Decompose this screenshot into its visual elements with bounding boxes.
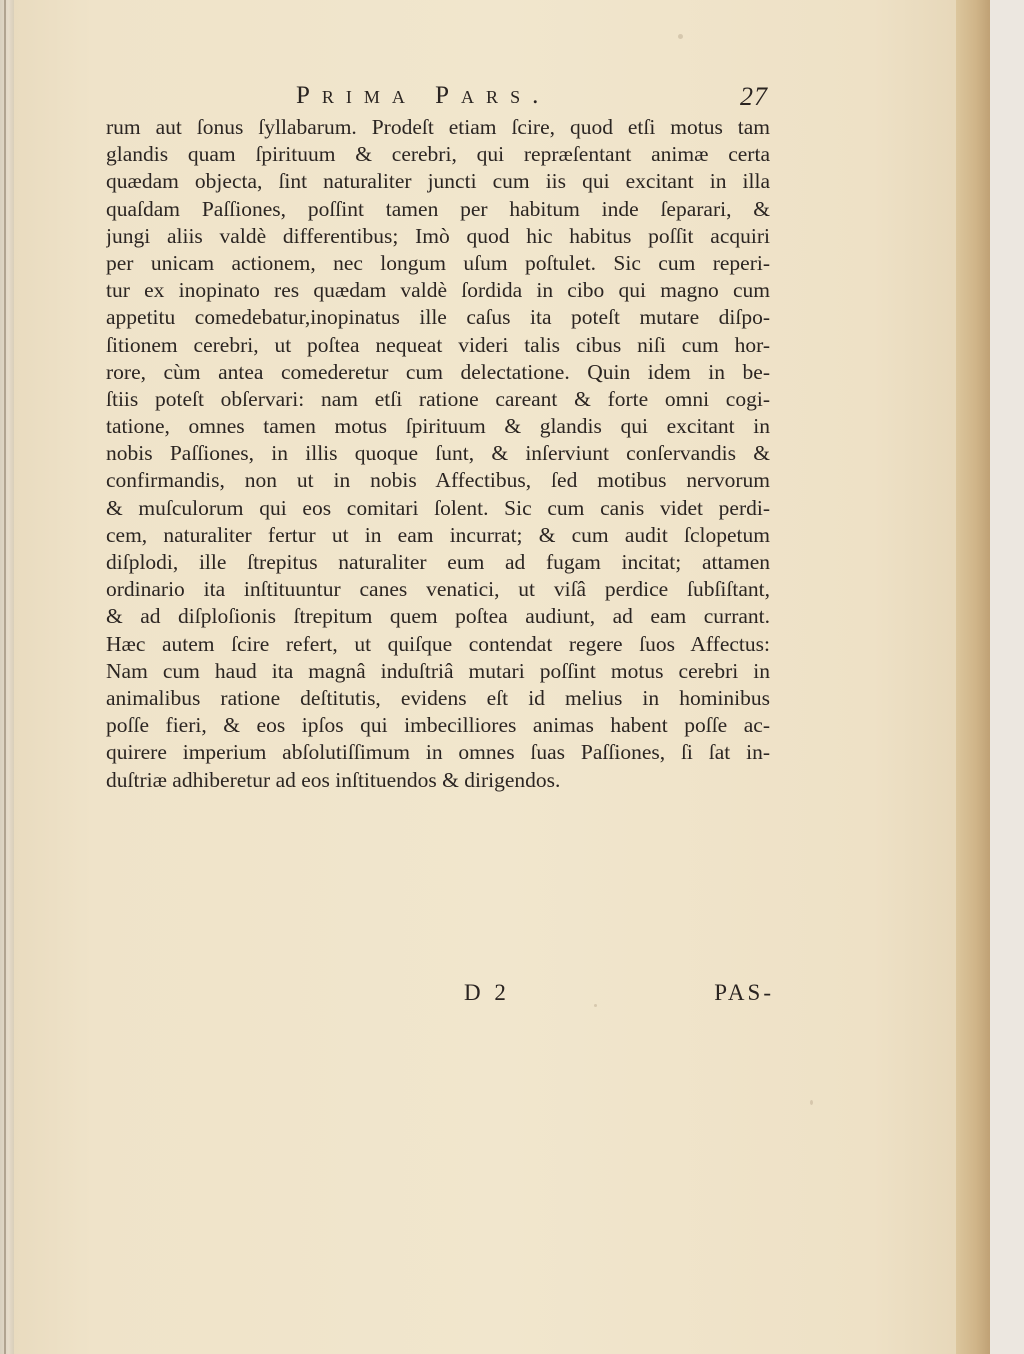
text-line: tur ex inopinato res quædam valdè ſordida in cibo qui magno cum: [106, 278, 770, 303]
page-header: [296, 82, 776, 116]
text-line: & muſculorum qui eos comitari ſolent. Sic cum canis videt perdi-: [106, 495, 770, 520]
text-line: & ad diſploſionis ſtrepitum quem poſtea audiunt, ad eam currant.: [106, 604, 770, 629]
text-line: quædam objecta, ſint naturaliter juncti cum iis qui excitant in illa: [106, 169, 770, 194]
text-line: animalibus ratione deſtitutis, evidens eſt id melius in hominibus: [106, 685, 770, 710]
catchword: PAS-: [714, 980, 774, 1005]
text-line: cem, naturaliter fertur ut in eam incurrat; & cum audit ſclopetum: [106, 522, 770, 547]
text-line: diſplodi, ille ſtrepitus naturaliter eum ad fugam incitat; attamen: [106, 550, 770, 574]
text-line: Nam cum haud ita magnâ induſtriâ mutari poſſint motus cerebri in: [106, 658, 770, 683]
text-line: poſſe fieri, & eos ipſos qui imbecilliores animas habent poſſe ac-: [106, 713, 770, 738]
binding-edge: [0, 0, 14, 1354]
book-page: [14, 0, 990, 1354]
text-line: quaſdam Paſſiones, poſſint tamen per habitum inde ſeparari, &: [106, 196, 770, 221]
text-line: per unicam actionem, nec longum uſum poſtulet. Sic cum reperi-: [106, 250, 770, 275]
body-text: [106, 114, 770, 794]
signature-mark: D 2: [464, 980, 510, 1005]
text-line: rum aut ſonus ſyllabarum. Prodeſt etiam ſcire, quod etſi motus tam: [106, 115, 770, 139]
text-line: rore, cùm antea comederetur cum delectatione. Quin idem in be-: [106, 359, 770, 384]
text-line: jungi aliis valdè differentibus; Imò quod hic habitus poſſit acquiri: [106, 223, 770, 248]
running-title: Prima Pars.: [296, 82, 551, 109]
text-line: quirere imperium abſolutiſſimum in omnes ſuas Paſſiones, ſi ſat in-: [106, 740, 770, 765]
fore-edge: [956, 0, 990, 1354]
paper-speck: [810, 1100, 813, 1105]
text-line: Hæc autem ſcire refert, ut quiſque contendat regere ſuos Affectus:: [106, 631, 770, 656]
paper-speck: [594, 1004, 597, 1007]
text-line: confirmandis, non ut in nobis Affectibus, ſed motibus nervorum: [106, 468, 770, 493]
page-footer: [464, 980, 774, 1014]
text-line: ordinario ita inſtituuntur canes venatici, ut viſâ perdice ſubſiſtant,: [106, 577, 770, 602]
paper-speck: [678, 34, 683, 39]
text-line: duſtriæ adhiberetur ad eos inſtituendos & dirigendos.: [106, 767, 561, 792]
text-line: ſtiis poteſt obſervari: nam etſi ratione careant & forte omni cogi-: [106, 386, 770, 411]
page-number: 27: [740, 82, 768, 111]
text-line: tatione, omnes tamen motus ſpirituum & glandis qui excitant in: [106, 414, 770, 439]
text-line: nobis Paſſiones, in illis quoque ſunt, & inſerviunt conſervandis &: [106, 441, 770, 466]
text-line: glandis quam ſpirituum & cerebri, qui repræſentant animæ certa: [106, 142, 770, 167]
text-line: ſitionem cerebri, ut poſtea nequeat videri talis cibus niſi cum hor-: [106, 332, 770, 357]
text-line: appetitu comedebatur,inopinatus ille caſus ita poteſt mutare diſpo-: [106, 305, 770, 330]
